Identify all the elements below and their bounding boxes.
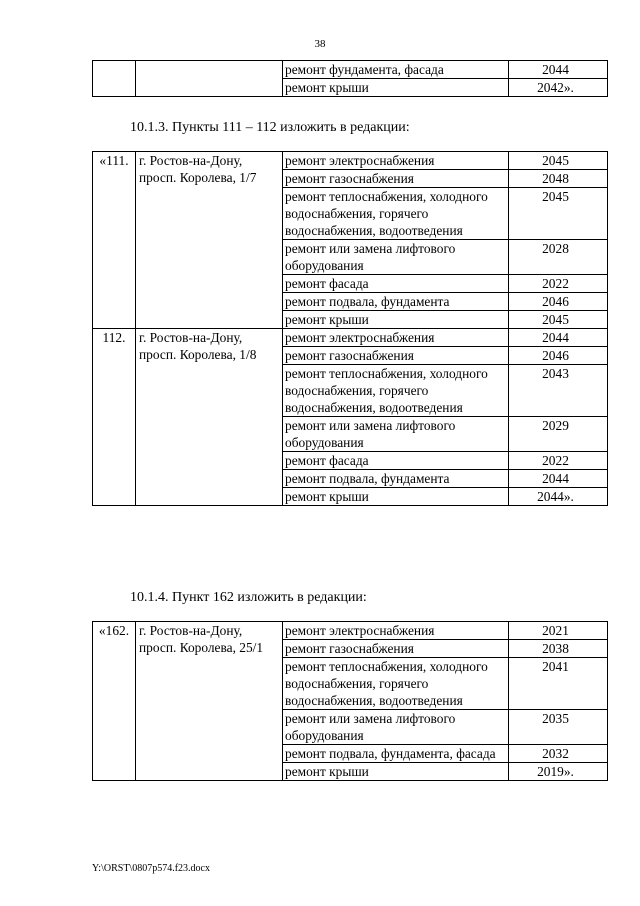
year-cell: 2042».: [509, 79, 608, 97]
item-number-cell: «162.: [93, 622, 136, 781]
item-number-cell: «111.: [93, 152, 136, 329]
year-cell: 2046: [509, 347, 608, 365]
work-type-cell: ремонт фундамента, фасада: [283, 61, 509, 79]
year-cell: 2045: [509, 152, 608, 170]
year-cell: 2035: [509, 710, 608, 745]
work-type-cell: ремонт фасада: [283, 275, 509, 293]
work-type-cell: ремонт подвала, фундамента: [283, 293, 509, 311]
work-type-cell: ремонт или замена лифтового оборудования: [283, 710, 509, 745]
item-number-cell: [93, 61, 136, 97]
table-row: [93, 622, 608, 640]
work-type-cell: ремонт теплоснабжения, холодного водоснабжения, горячего водоснабжения, водоотведения: [283, 365, 509, 417]
work-type-cell: ремонт электроснабжения: [283, 329, 509, 347]
year-cell: 2028: [509, 240, 608, 275]
page-number: 38: [314, 38, 326, 50]
year-cell: 2032: [509, 745, 608, 763]
table-row: [93, 152, 608, 170]
work-type-cell: ремонт крыши: [283, 763, 509, 781]
table-continuation: [92, 60, 608, 97]
table-row: [93, 61, 608, 79]
year-cell: 2044: [509, 61, 608, 79]
section-heading-10-1-4: 10.1.4. Пункт 162 изложить в редакции:: [130, 590, 367, 605]
table-item-162: [92, 621, 608, 781]
work-type-cell: ремонт газоснабжения: [283, 170, 509, 188]
work-type-cell: ремонт газоснабжения: [283, 347, 509, 365]
address-cell: г. Ростов-на-Дону, просп. Королева, 1/7: [136, 152, 283, 329]
year-cell: 2041: [509, 658, 608, 710]
year-cell: 2043: [509, 365, 608, 417]
work-type-cell: ремонт подвала, фундамента, фасада: [283, 745, 509, 763]
work-type-cell: ремонт крыши: [283, 488, 509, 506]
work-type-cell: ремонт электроснабжения: [283, 622, 509, 640]
table-items-111-112: [92, 151, 608, 506]
year-cell: 2044».: [509, 488, 608, 506]
year-cell: 2045: [509, 188, 608, 240]
address-cell: г. Ростов-на-Дону, просп. Королева, 1/8: [136, 329, 283, 506]
address-cell: г. Ростов-на-Дону, просп. Королева, 25/1: [136, 622, 283, 781]
year-cell: 2021: [509, 622, 608, 640]
file-path-footer: Y:\ORST\0807p574.f23.docx: [92, 863, 210, 874]
work-type-cell: ремонт электроснабжения: [283, 152, 509, 170]
work-type-cell: ремонт крыши: [283, 79, 509, 97]
year-cell: 2038: [509, 640, 608, 658]
work-type-cell: ремонт или замена лифтового оборудования: [283, 417, 509, 452]
work-type-cell: ремонт теплоснабжения, холодного водоснабжения, горячего водоснабжения, водоотведения: [283, 658, 509, 710]
year-cell: 2019».: [509, 763, 608, 781]
year-cell: 2044: [509, 470, 608, 488]
address-cell: [136, 61, 283, 97]
work-type-cell: ремонт теплоснабжения, холодного водоснабжения, горячего водоснабжения, водоотведения: [283, 188, 509, 240]
work-type-cell: ремонт подвала, фундамента: [283, 470, 509, 488]
year-cell: 2022: [509, 275, 608, 293]
year-cell: 2044: [509, 329, 608, 347]
work-type-cell: ремонт газоснабжения: [283, 640, 509, 658]
item-number-cell: 112.: [93, 329, 136, 506]
work-type-cell: ремонт фасада: [283, 452, 509, 470]
year-cell: 2022: [509, 452, 608, 470]
table-row: [93, 329, 608, 347]
year-cell: 2045: [509, 311, 608, 329]
work-type-cell: ремонт крыши: [283, 311, 509, 329]
year-cell: 2046: [509, 293, 608, 311]
section-heading-10-1-3: 10.1.3. Пункты 111 – 112 изложить в редакции:: [130, 120, 410, 135]
year-cell: 2029: [509, 417, 608, 452]
year-cell: 2048: [509, 170, 608, 188]
work-type-cell: ремонт или замена лифтового оборудования: [283, 240, 509, 275]
